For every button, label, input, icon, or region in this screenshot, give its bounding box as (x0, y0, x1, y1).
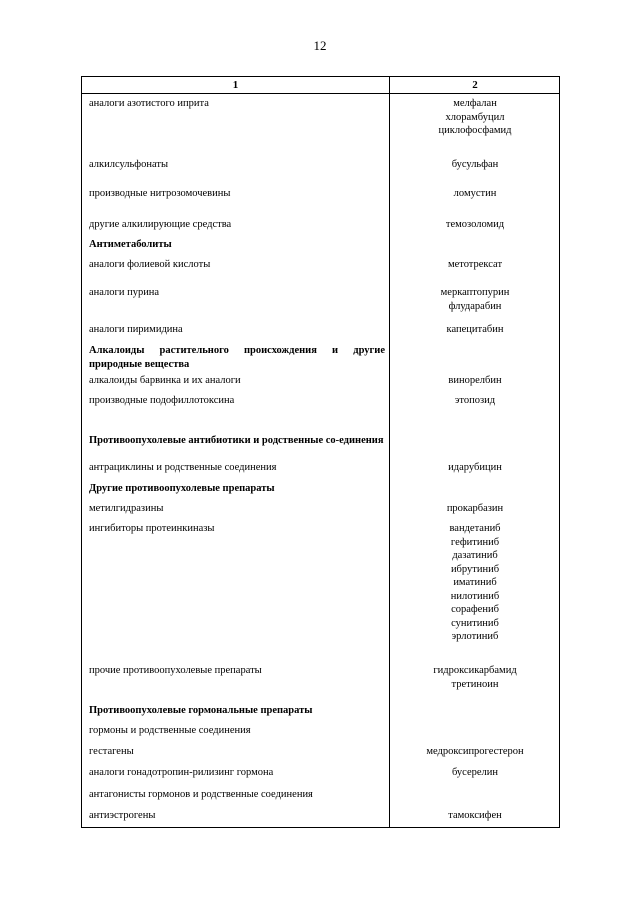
row-drugs (390, 187, 560, 201)
drug-name: винорелбин (448, 375, 502, 386)
drug-name: хлорамбуцил (445, 111, 505, 123)
drug-name: нилотиниб (450, 590, 500, 602)
drug-name: флударабин (448, 300, 502, 312)
drug-name: метотрексат (447, 259, 503, 270)
row-category: алкилсульфонаты (89, 159, 168, 170)
row-drugs (390, 323, 560, 337)
drug-classification-table (81, 76, 560, 828)
row-category: аналоги фолиевой кислоты (89, 259, 211, 270)
row-drugs (390, 286, 560, 313)
drug-name: сунитиниб (451, 617, 499, 629)
row-category: ингибиторы протеинкиназы (89, 523, 215, 534)
drug-name: этопозид (454, 395, 496, 406)
row-drugs (390, 374, 560, 388)
drug-name: идарубицин (448, 462, 502, 473)
row-drugs (390, 461, 560, 475)
header-divider (82, 93, 559, 94)
row-category: аналоги азотистого иприта (89, 98, 209, 109)
drug-name: медроксипрогестерон (426, 746, 524, 757)
row-drugs (390, 745, 560, 759)
drug-name: вандетаниб (449, 523, 501, 534)
drug-name: гидроксикарбамид (433, 665, 517, 676)
row-drugs (390, 809, 560, 823)
row-drugs (390, 258, 560, 272)
row-category: антрациклины и родственные соединения (89, 462, 277, 473)
column-header-2: 2 (472, 79, 478, 91)
row-category: производные подофиллотоксина (89, 395, 235, 406)
drug-name: сорафениб (451, 604, 499, 615)
drug-name: темозоломид (445, 219, 505, 230)
row-drugs (390, 766, 560, 780)
column-header-1: 1 (232, 79, 239, 91)
drug-name: бусерелин (451, 767, 499, 778)
row-drugs (390, 158, 560, 172)
row-drugs (390, 522, 560, 644)
row-drugs (390, 97, 560, 138)
section-heading: Противоопухолевые гормональные препараты (89, 705, 313, 716)
row-category: аналоги пиримидина (89, 324, 183, 335)
row-category: антиэстрогены (89, 810, 156, 821)
drug-name: капецитабин (446, 324, 504, 335)
drug-name: тамоксифен (448, 810, 502, 821)
row-category: аналоги гонадотропин-рилизинг гормона (89, 767, 274, 778)
row-category: прочие противоопухолевые препараты (89, 665, 262, 676)
row-category: производные нитрозомочевины (89, 188, 231, 199)
page-number: 12 (313, 38, 327, 53)
drug-name: эрлотиниб (451, 631, 499, 642)
drug-name: прокарбазин (446, 503, 504, 514)
row-drugs (390, 502, 560, 516)
row-category: другие алкилирующие средства (89, 219, 232, 230)
row-category: алкалоиды барвинка и их аналоги (89, 375, 241, 386)
row-category: гормоны и родственные соединения (89, 725, 251, 736)
drug-name: меркаптопурин (440, 287, 510, 298)
drug-name: циклофосфамид (438, 125, 512, 136)
drug-name: гефитиниб (450, 536, 500, 548)
row-category: метилгидразины (89, 503, 164, 514)
row-drugs (390, 664, 560, 691)
row-drugs (390, 218, 560, 232)
row-category: антагонисты гормонов и родственные соединения (89, 789, 313, 800)
drug-name: бусульфан (451, 159, 499, 170)
row-drugs (390, 394, 560, 408)
row-category: аналоги пурина (89, 287, 160, 298)
section-heading: Другие противоопухолевые препараты (89, 483, 275, 494)
drug-name: мелфалан (453, 98, 497, 109)
section-heading: Противоопухолевые антибиотики и родственные со-единения (89, 435, 384, 446)
row-category: гестагены (89, 746, 134, 757)
drug-name: ибрутиниб (450, 563, 500, 575)
section-heading: Алкалоиды растительного происхождения и другие природные вещества (89, 345, 385, 370)
drug-name: дазатиниб (452, 550, 498, 561)
drug-name: иматиниб (453, 577, 497, 588)
drug-name: ломустин (453, 188, 497, 199)
section-heading: Антиметаболиты (89, 239, 172, 250)
drug-name: третиноин (451, 678, 499, 690)
